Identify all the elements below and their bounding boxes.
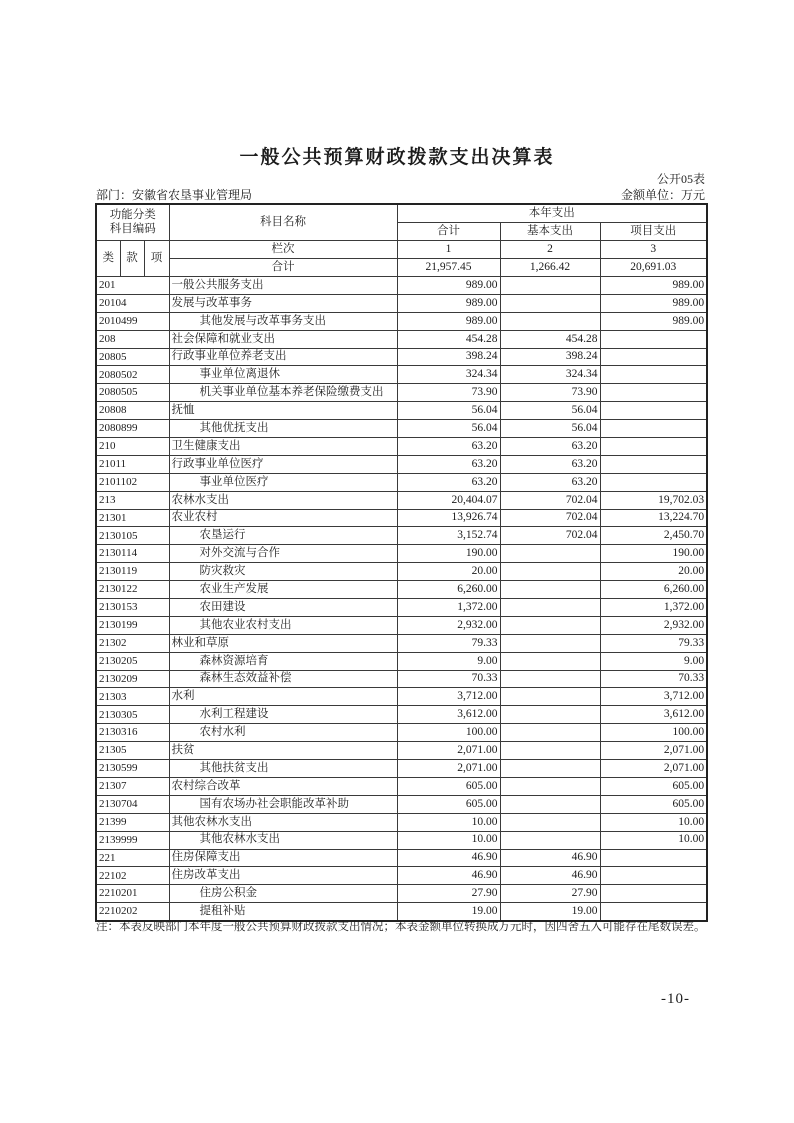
cell-name: 住房改革支出 bbox=[169, 867, 397, 885]
header-row-grand-total bbox=[96, 259, 707, 277]
table-row bbox=[96, 277, 707, 295]
cell-name: 卫生健康支出 bbox=[169, 438, 397, 456]
cell-project: 2,450.70 bbox=[600, 527, 707, 545]
cell-project bbox=[600, 849, 707, 867]
cell-project bbox=[600, 455, 707, 473]
cell-project: 70.33 bbox=[600, 670, 707, 688]
cell-name: 其他优抚支出 bbox=[169, 420, 397, 438]
unit-line: 金额单位：万元 bbox=[620, 188, 705, 202]
cell-name: 事业单位医疗 bbox=[169, 473, 397, 491]
cell-code: 21305 bbox=[96, 742, 169, 760]
cell-total: 989.00 bbox=[397, 294, 500, 312]
cell-total: 2,071.00 bbox=[397, 742, 500, 760]
cell-code: 2080502 bbox=[96, 366, 169, 384]
cell-basic: 19.00 bbox=[500, 903, 600, 921]
cell-basic bbox=[500, 777, 600, 795]
cell-code: 2130119 bbox=[96, 563, 169, 581]
cell-project: 989.00 bbox=[600, 294, 707, 312]
table-row bbox=[96, 885, 707, 903]
cell-code: 2130704 bbox=[96, 795, 169, 813]
table-row bbox=[96, 527, 707, 545]
cell-basic bbox=[500, 634, 600, 652]
table-row bbox=[96, 795, 707, 813]
cell-project: 79.33 bbox=[600, 634, 707, 652]
cell-basic: 46.90 bbox=[500, 867, 600, 885]
grand-total-sum: 21,957.45 bbox=[397, 259, 500, 277]
cell-total: 63.20 bbox=[397, 455, 500, 473]
cell-total: 13,926.74 bbox=[397, 509, 500, 527]
cell-total: 190.00 bbox=[397, 545, 500, 563]
cell-total: 2,932.00 bbox=[397, 616, 500, 634]
cell-code: 20805 bbox=[96, 348, 169, 366]
cell-total: 27.90 bbox=[397, 885, 500, 903]
cell-total: 454.28 bbox=[397, 330, 500, 348]
table-row bbox=[96, 473, 707, 491]
cell-project: 605.00 bbox=[600, 777, 707, 795]
cell-code: 210 bbox=[96, 438, 169, 456]
table-row bbox=[96, 509, 707, 527]
cell-basic bbox=[500, 545, 600, 563]
cell-total: 324.34 bbox=[397, 366, 500, 384]
cell-code: 201 bbox=[96, 277, 169, 295]
table-row bbox=[96, 366, 707, 384]
cell-project bbox=[600, 402, 707, 420]
table-row bbox=[96, 563, 707, 581]
grand-total-basic: 1,266.42 bbox=[500, 259, 600, 277]
table-row bbox=[96, 294, 707, 312]
cell-basic bbox=[500, 652, 600, 670]
cell-basic bbox=[500, 312, 600, 330]
cell-total: 2,071.00 bbox=[397, 760, 500, 778]
cell-basic bbox=[500, 294, 600, 312]
cell-code: 20808 bbox=[96, 402, 169, 420]
table-row bbox=[96, 581, 707, 599]
cell-basic bbox=[500, 742, 600, 760]
cell-basic: 46.90 bbox=[500, 849, 600, 867]
grand-total-project: 20,691.03 bbox=[600, 259, 707, 277]
cell-total: 3,612.00 bbox=[397, 706, 500, 724]
cell-total: 73.90 bbox=[397, 384, 500, 402]
table-row bbox=[96, 348, 707, 366]
cell-total: 10.00 bbox=[397, 813, 500, 831]
cell-code: 21011 bbox=[96, 455, 169, 473]
cell-code: 2130209 bbox=[96, 670, 169, 688]
cell-name: 农林水支出 bbox=[169, 491, 397, 509]
cell-total: 20.00 bbox=[397, 563, 500, 581]
cell-basic: 63.20 bbox=[500, 455, 600, 473]
cell-code: 2210202 bbox=[96, 903, 169, 921]
table-row bbox=[96, 760, 707, 778]
cell-basic bbox=[500, 563, 600, 581]
cell-project bbox=[600, 366, 707, 384]
cell-total: 398.24 bbox=[397, 348, 500, 366]
header-current-year: 本年支出 bbox=[397, 204, 707, 223]
cell-name: 住房公积金 bbox=[169, 885, 397, 903]
table-row bbox=[96, 384, 707, 402]
cell-total: 63.20 bbox=[397, 473, 500, 491]
cell-name: 其他发展与改革事务支出 bbox=[169, 312, 397, 330]
cell-name: 国有农场办社会职能改革补助 bbox=[169, 795, 397, 813]
table-row bbox=[96, 330, 707, 348]
cell-name: 住房保障支出 bbox=[169, 849, 397, 867]
public-table-number: 公开05表 bbox=[656, 172, 705, 186]
cell-basic: 27.90 bbox=[500, 885, 600, 903]
cell-name: 其他农林水支出 bbox=[169, 831, 397, 849]
cell-project bbox=[600, 384, 707, 402]
cell-project: 989.00 bbox=[600, 277, 707, 295]
cell-basic bbox=[500, 760, 600, 778]
cell-name: 农业农村 bbox=[169, 509, 397, 527]
header-code-group bbox=[96, 204, 169, 241]
table-row bbox=[96, 867, 707, 885]
budget-table bbox=[95, 203, 708, 922]
header-col-class: 类 bbox=[96, 241, 120, 277]
cell-basic: 398.24 bbox=[500, 348, 600, 366]
cell-code: 2130105 bbox=[96, 527, 169, 545]
table-row bbox=[96, 849, 707, 867]
cell-basic bbox=[500, 581, 600, 599]
table-row bbox=[96, 813, 707, 831]
table-row bbox=[96, 831, 707, 849]
table-row bbox=[96, 491, 707, 509]
cell-name: 社会保障和就业支出 bbox=[169, 330, 397, 348]
cell-project bbox=[600, 867, 707, 885]
cell-code: 2139999 bbox=[96, 831, 169, 849]
cell-name: 农村综合改革 bbox=[169, 777, 397, 795]
cell-basic: 454.28 bbox=[500, 330, 600, 348]
cell-code: 2080505 bbox=[96, 384, 169, 402]
cell-code: 213 bbox=[96, 491, 169, 509]
header-col-section: 款 bbox=[120, 241, 144, 277]
cell-name: 林业和草原 bbox=[169, 634, 397, 652]
cell-basic bbox=[500, 724, 600, 742]
cell-basic: 56.04 bbox=[500, 402, 600, 420]
table-row bbox=[96, 545, 707, 563]
page-title: 一般公共预算财政拨款支出决算表 bbox=[239, 147, 555, 168]
cell-name: 其他农业农村支出 bbox=[169, 616, 397, 634]
table-row bbox=[96, 420, 707, 438]
cell-total: 56.04 bbox=[397, 402, 500, 420]
cell-code: 21303 bbox=[96, 688, 169, 706]
cell-code: 2130153 bbox=[96, 599, 169, 617]
table-row bbox=[96, 634, 707, 652]
cell-name: 行政事业单位养老支出 bbox=[169, 348, 397, 366]
cell-project bbox=[600, 348, 707, 366]
cell-code: 2130122 bbox=[96, 581, 169, 599]
cell-name: 防灾救灾 bbox=[169, 563, 397, 581]
cell-basic bbox=[500, 670, 600, 688]
cell-basic: 702.04 bbox=[500, 491, 600, 509]
cell-project: 2,071.00 bbox=[600, 742, 707, 760]
cell-name: 水利工程建设 bbox=[169, 706, 397, 724]
cell-project bbox=[600, 885, 707, 903]
cell-name: 水利 bbox=[169, 688, 397, 706]
cell-name: 森林生态效益补偿 bbox=[169, 670, 397, 688]
department-line: 部门：安徽省农垦事业管理局 bbox=[96, 188, 253, 202]
cell-total: 9.00 bbox=[397, 652, 500, 670]
cell-code: 2130199 bbox=[96, 616, 169, 634]
header-col-project: 项目支出 bbox=[600, 223, 707, 241]
cell-code: 2210201 bbox=[96, 885, 169, 903]
cell-total: 10.00 bbox=[397, 831, 500, 849]
cell-basic: 702.04 bbox=[500, 527, 600, 545]
cell-code: 21302 bbox=[96, 634, 169, 652]
header-col-basic: 基本支出 bbox=[500, 223, 600, 241]
cell-project: 6,260.00 bbox=[600, 581, 707, 599]
cell-code: 208 bbox=[96, 330, 169, 348]
header-row-1 bbox=[96, 204, 707, 223]
table-row bbox=[96, 724, 707, 742]
cell-total: 20,404.07 bbox=[397, 491, 500, 509]
cell-project: 13,224.70 bbox=[600, 509, 707, 527]
cell-basic bbox=[500, 616, 600, 634]
cell-code: 2101102 bbox=[96, 473, 169, 491]
table-row bbox=[96, 670, 707, 688]
cell-project: 1,372.00 bbox=[600, 599, 707, 617]
table-row bbox=[96, 777, 707, 795]
cell-code: 22102 bbox=[96, 867, 169, 885]
cell-total: 3,712.00 bbox=[397, 688, 500, 706]
cell-name: 农垦运行 bbox=[169, 527, 397, 545]
cell-total: 100.00 bbox=[397, 724, 500, 742]
table-row bbox=[96, 312, 707, 330]
rank-label: 栏次 bbox=[169, 241, 397, 259]
cell-basic: 63.20 bbox=[500, 473, 600, 491]
header-row-rank bbox=[96, 241, 707, 259]
cell-total: 63.20 bbox=[397, 438, 500, 456]
cell-total: 3,152.74 bbox=[397, 527, 500, 545]
cell-project: 2,071.00 bbox=[600, 760, 707, 778]
cell-total: 70.33 bbox=[397, 670, 500, 688]
cell-name: 一般公共服务支出 bbox=[169, 277, 397, 295]
table-row bbox=[96, 438, 707, 456]
table-row bbox=[96, 455, 707, 473]
grand-total-label: 合计 bbox=[169, 259, 397, 277]
cell-project bbox=[600, 473, 707, 491]
cell-project: 9.00 bbox=[600, 652, 707, 670]
cell-total: 46.90 bbox=[397, 867, 500, 885]
cell-total: 6,260.00 bbox=[397, 581, 500, 599]
cell-name: 行政事业单位医疗 bbox=[169, 455, 397, 473]
cell-basic bbox=[500, 795, 600, 813]
cell-code: 21399 bbox=[96, 813, 169, 831]
cell-project bbox=[600, 420, 707, 438]
cell-basic bbox=[500, 688, 600, 706]
cell-name: 扶贫 bbox=[169, 742, 397, 760]
cell-code: 2130599 bbox=[96, 760, 169, 778]
header-col-total: 合计 bbox=[397, 223, 500, 241]
cell-project: 10.00 bbox=[600, 813, 707, 831]
cell-project bbox=[600, 330, 707, 348]
cell-name: 机关事业单位基本养老保险缴费支出 bbox=[169, 384, 397, 402]
cell-project: 3,712.00 bbox=[600, 688, 707, 706]
cell-basic: 324.34 bbox=[500, 366, 600, 384]
cell-basic: 702.04 bbox=[500, 509, 600, 527]
table-row bbox=[96, 742, 707, 760]
cell-project: 989.00 bbox=[600, 312, 707, 330]
table-row bbox=[96, 688, 707, 706]
header-code-group-line2: 科目编码 bbox=[109, 222, 156, 235]
rank-3: 3 bbox=[600, 241, 707, 259]
cell-code: 2130114 bbox=[96, 545, 169, 563]
cell-name: 事业单位离退休 bbox=[169, 366, 397, 384]
header-subject-name: 科目名称 bbox=[169, 204, 397, 241]
cell-name: 农田建设 bbox=[169, 599, 397, 617]
table-row bbox=[96, 652, 707, 670]
cell-total: 19.00 bbox=[397, 903, 500, 921]
cell-basic bbox=[500, 277, 600, 295]
page-number: -10- bbox=[661, 991, 690, 1007]
header-col-item: 项 bbox=[144, 241, 169, 277]
header-code-group-line1: 功能分类 bbox=[109, 209, 156, 222]
cell-project: 2,932.00 bbox=[600, 616, 707, 634]
cell-name: 提租补贴 bbox=[169, 903, 397, 921]
cell-name: 其他农林水支出 bbox=[169, 813, 397, 831]
cell-basic bbox=[500, 813, 600, 831]
cell-total: 989.00 bbox=[397, 277, 500, 295]
cell-code: 2010499 bbox=[96, 312, 169, 330]
cell-code: 2130205 bbox=[96, 652, 169, 670]
cell-total: 1,372.00 bbox=[397, 599, 500, 617]
cell-project: 19,702.03 bbox=[600, 491, 707, 509]
cell-basic bbox=[500, 831, 600, 849]
cell-project: 10.00 bbox=[600, 831, 707, 849]
cell-name: 发展与改革事务 bbox=[169, 294, 397, 312]
cell-code: 221 bbox=[96, 849, 169, 867]
cell-total: 46.90 bbox=[397, 849, 500, 867]
cell-project: 605.00 bbox=[600, 795, 707, 813]
cell-name: 农村水利 bbox=[169, 724, 397, 742]
cell-name: 农业生产发展 bbox=[169, 581, 397, 599]
cell-name: 其他扶贫支出 bbox=[169, 760, 397, 778]
cell-total: 79.33 bbox=[397, 634, 500, 652]
cell-project: 3,612.00 bbox=[600, 706, 707, 724]
cell-code: 2080899 bbox=[96, 420, 169, 438]
cell-total: 605.00 bbox=[397, 795, 500, 813]
cell-code: 21301 bbox=[96, 509, 169, 527]
rank-2: 2 bbox=[500, 241, 600, 259]
cell-basic: 73.90 bbox=[500, 384, 600, 402]
cell-basic bbox=[500, 706, 600, 724]
cell-name: 抚恤 bbox=[169, 402, 397, 420]
cell-code: 2130305 bbox=[96, 706, 169, 724]
table-row bbox=[96, 402, 707, 420]
cell-name: 森林资源培育 bbox=[169, 652, 397, 670]
cell-code: 21307 bbox=[96, 777, 169, 795]
cell-project bbox=[600, 438, 707, 456]
cell-name: 对外交流与合作 bbox=[169, 545, 397, 563]
cell-basic: 56.04 bbox=[500, 420, 600, 438]
cell-total: 989.00 bbox=[397, 312, 500, 330]
cell-project: 190.00 bbox=[600, 545, 707, 563]
table-row bbox=[96, 599, 707, 617]
rank-1: 1 bbox=[397, 241, 500, 259]
table-row bbox=[96, 616, 707, 634]
cell-basic bbox=[500, 599, 600, 617]
cell-total: 605.00 bbox=[397, 777, 500, 795]
table-row bbox=[96, 706, 707, 724]
cell-total: 56.04 bbox=[397, 420, 500, 438]
cell-basic: 63.20 bbox=[500, 438, 600, 456]
cell-project: 100.00 bbox=[600, 724, 707, 742]
cell-code: 2130316 bbox=[96, 724, 169, 742]
cell-code: 20104 bbox=[96, 294, 169, 312]
table-footnote: 注：本表反映部门本年度一般公共预算财政拨款支出情况；本表金额单位转换成万元时，因四舍五入可能存在尾数误差。 bbox=[96, 921, 706, 933]
cell-project: 20.00 bbox=[600, 563, 707, 581]
